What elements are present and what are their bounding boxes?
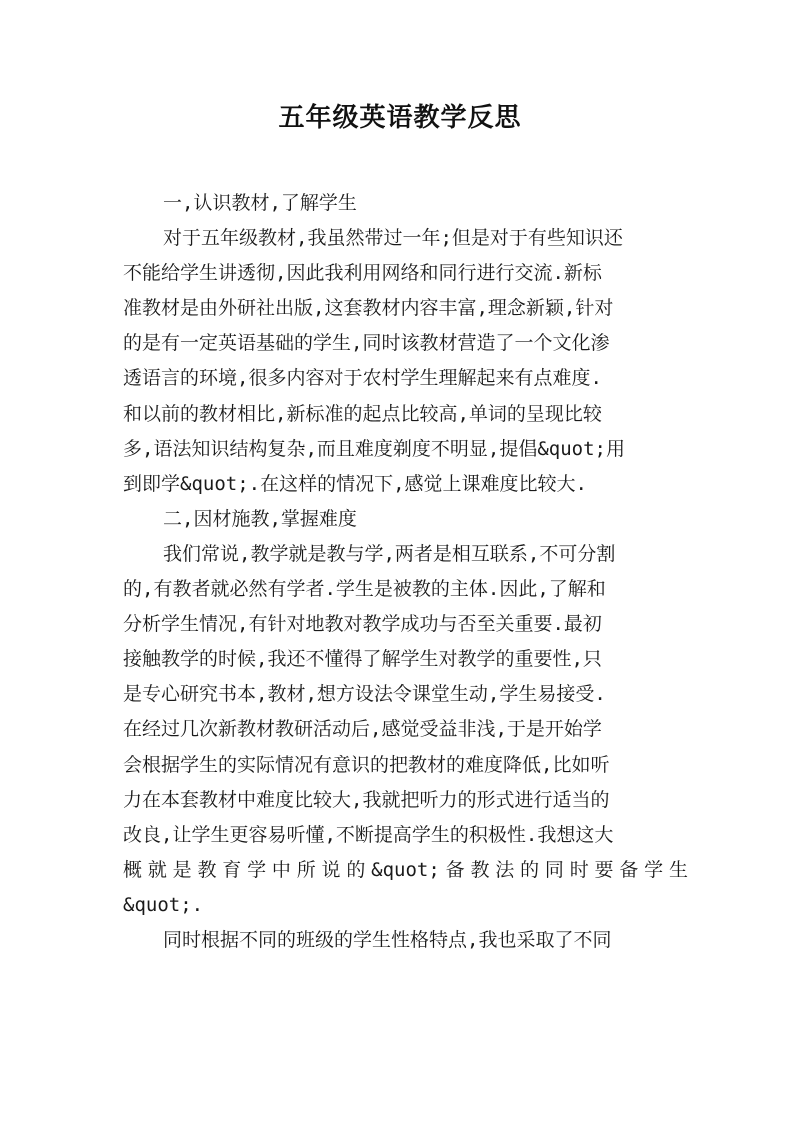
paragraph-line: &quot;. (123, 893, 204, 916)
document-title: 五年级英语教学反思 (278, 103, 522, 133)
paragraph-line: 多,语法知识结构复杂,而且难度剃度不明显,提倡&quot;用 (123, 437, 625, 460)
paragraph-line: 对于五年级教材,我虽然带过一年;但是对于有些知识还 (163, 227, 623, 250)
paragraph-line: 和以前的教材相比,新标准的起点比较高,单词的呈现比较 (123, 402, 602, 425)
section-heading: 一,认识教材,了解学生 (163, 192, 357, 214)
paragraph-line: 到即学&quot;.在这样的情况下,感觉上课难度比较大. (123, 472, 587, 495)
paragraph-line: 改良,让学生更容易听懂,不断提高学生的积极性.我想这大 (123, 823, 614, 846)
paragraph-line: 概就是教育学中所说的&quot;备教法的同时要备学生 (123, 858, 688, 881)
paragraph-line: 透语言的环境,很多内容对于农村学生理解起来有点难度. (123, 367, 602, 390)
paragraph-line: 力在本套教材中难度比较大,我就把听力的形式进行适当的 (123, 788, 610, 811)
paragraph-line: 的是有一定英语基础的学生,同时该教材营造了一个文化渗 (123, 332, 610, 355)
paragraph-line: 我们常说,教学就是教与学,两者是相互联系,不可分割 (163, 542, 616, 565)
paragraph-line: 会根据学生的实际情况有意识的把教材的难度降低,比如听 (123, 753, 610, 776)
paragraph-line: 分析学生情况,有针对地教对教学成功与否至关重要.最初 (123, 613, 602, 636)
paragraph-line: 在经过几次新教材教研活动后,感觉受益非浅,于是开始学 (123, 718, 602, 741)
paragraph-line: 的,有教者就必然有学者.学生是被教的主体.因此,了解和 (123, 578, 606, 601)
document-body (123, 186, 688, 958)
section-heading: 二,因材施教,掌握难度 (163, 507, 357, 530)
paragraph-line: 不能给学生讲透彻,因此我利用网络和同行进行交流.新标 (123, 262, 602, 285)
paragraph-line: 接触教学的时候,我还不懂得了解学生对教学的重要性,只 (123, 648, 602, 671)
paragraph-line: 是专心研究书本,教材,想方设法令课堂生动,学生易接受. (123, 683, 606, 706)
paragraph-line: 同时根据不同的班级的学生性格特点,我也采取了不同 (163, 928, 612, 951)
paragraph-line: 准教材是由外研社出版,这套教材内容丰富,理念新颖,针对 (123, 297, 614, 320)
